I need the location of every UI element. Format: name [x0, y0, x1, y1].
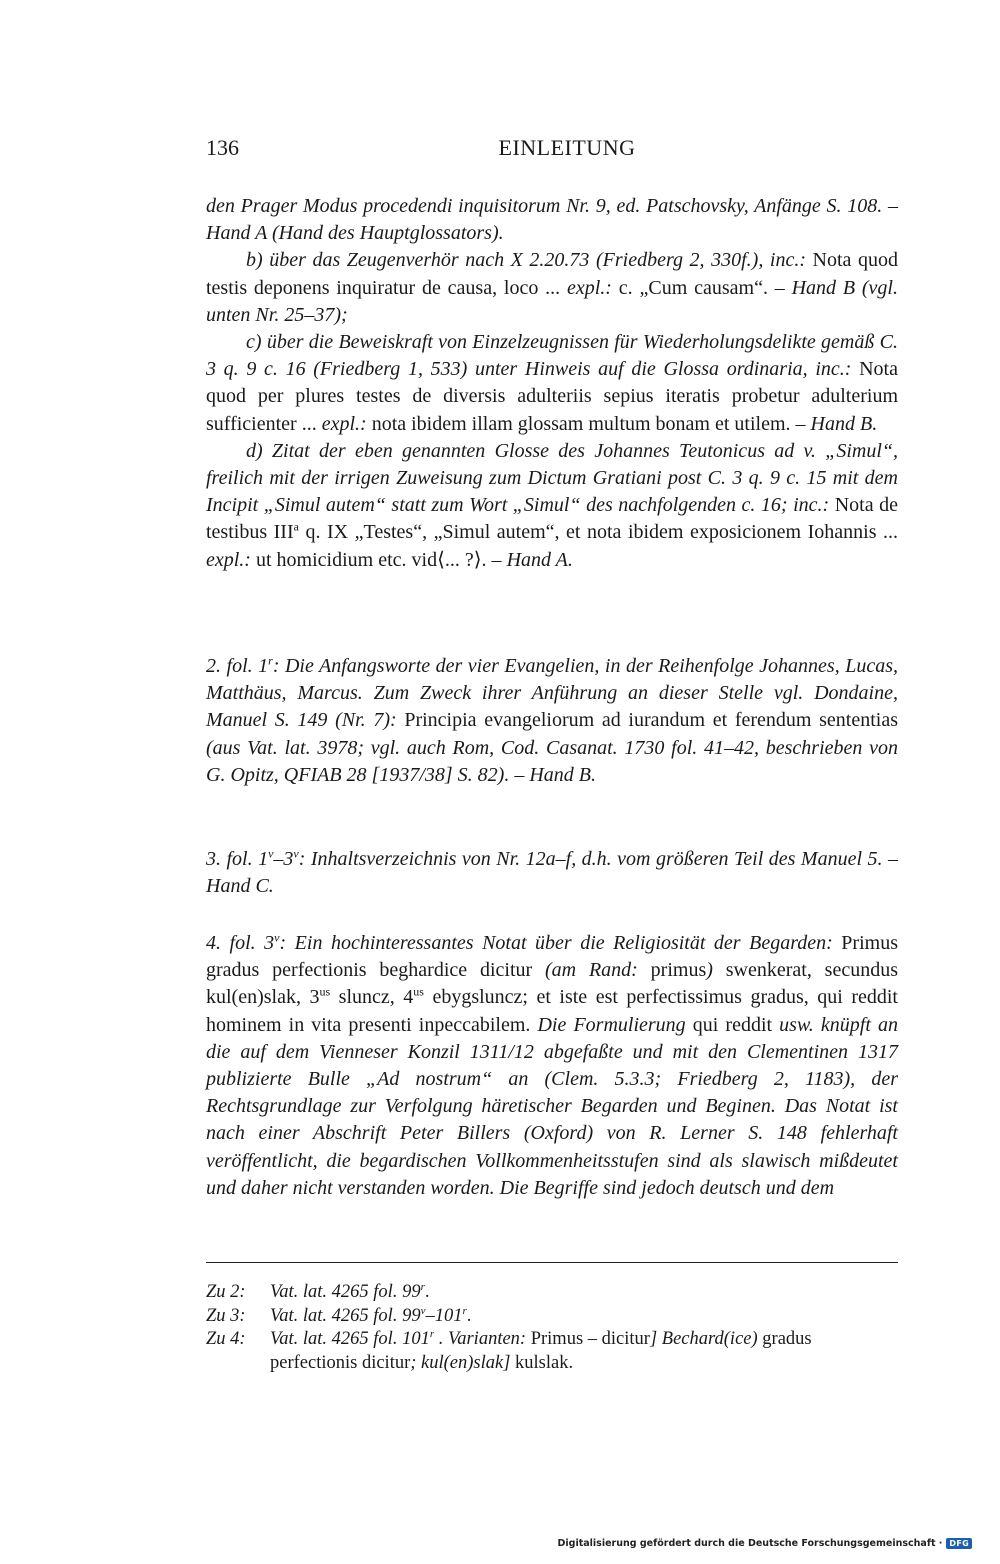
section-3: 3. fol. 1$^v$–3$^v$: Inhaltsverzeichnis von Nr. 12a–f, d.h. vom größeren Teil des Manuel 5. – Hand C. [206, 846, 898, 898]
section-4: 4. fol. 3$^v$: Ein hochinteressantes Notat über die Religiosität der Begarden: Primus gradus perfectionis beghardice dicitur (am Rand: primus) swenkerat, secundus kul(en)slak, $3^{us}$ sluncz, $4^{us}$ ebygsluncz; et iste est perfectissimus gradus, qui reddit hominem in vita presenti inpeccabilem. Die Formulierung qui reddit usw. knüpft an die auf dem Vienneser Konzil 1311/12 abgefaßte und mit den Clementinen 1317 publizierte Bulle „Ad nostrum“ an (Clem. 5.3.3; Friedberg 2, 1183), der Rechtsgrundlage zur Verfolgung häretischer Begarden und Beginen. Das Notat ist nach einer Abschrift Peter Billers (Oxford) von R. Lerner S. 148 fehlerhaft veröffentlicht, die begardischen Vollkommenheitsstufen sind als slawisch mißdeutet und daher nicht verstanden worden. Die Begriffe sind jedoch deutsch und dem [206, 930, 898, 1199]
page-header [206, 135, 898, 165]
credit-text: Digitalisierung gefördert durch die Deutsche Forschungsgemeinschaft · [557, 1538, 943, 1549]
section-2: 2. fol. 1$^r$: Die Anfangsworte der vier Evangelien, in der Reihenfolge Johannes, Lucas, Matthäus, Marcus. Zum Zweck ihrer Anführung an dieser Stelle vgl. Dondaine, Manuel S. 149 (Nr. 7): Principia evangeliorum ad iurandum et ferendum sententias (aus Vat. lat. 3978; vgl. auch Rom, Cod. Casanat. 1730 fol. 41–42, beschrieben von G. Opitz, QFIAB 28 [1937/38] S. 82). – Hand B. [206, 653, 898, 786]
page-number: 136 [206, 135, 239, 160]
paragraph-a-tail: den Prager Modus procedendi inquisitorum Nr. 9, ed. Patschovsky, Anfänge S. 108. – Hand A (Hand des Hauptglossators). [206, 195, 898, 245]
footnote-4: Zu 4: Vat. lat. 4265 fol. 101$^r$ . Varianten: Primus – dicitur] Bechard(ice) gradus perfectionis dicitur; kul(en)slak] kulslak. [206, 1327, 812, 1373]
footnote-3: Zu 3: Vat. lat. 4265 fol. 99$^v$–101$^r$. [206, 1304, 472, 1326]
running-title: EINLEITUNG [498, 135, 636, 160]
paragraph-d: d) Zitat der eben genannten Glosse des Johannes Teutonicus ad v. „Simul“, freilich mit der irrigen Zuweisung zum Dictum Gratiani post C. 3 q. 9 c. 15 mit dem Incipit „Simul autem“ statt zum Wort „Simul“ des nachfolgenden c. 16; inc.: Nota de testibus III$^a$ q. IX „Testes“, „Simul autem“, et nota ibidem exposicionem Iohannis ... expl.: ut homicidium etc. vid⟨... ?⟩. – Hand A. [206, 439, 899, 571]
digitization-credit [558, 1538, 972, 1549]
paragraph-c: c) über die Beweiskraft von Einzelzeugnissen für Wiederholungsdelikte gemäß C. 3 q. 9 c. 16 (Friedberg 1, 533) unter Hinweis auf die Glossa ordinaria, inc.: Nota quod per plures testes de diversis adulteriis sepius iteratis probetur adulterium sufficienter ... expl.: nota ibidem illam glossam multum bonam et utilem. – Hand B. [206, 331, 898, 435]
dfg-logo-icon: DFG [946, 1538, 972, 1549]
footnote-divider [206, 1262, 898, 1263]
paragraph-b: b) über das Zeugenverhör nach X 2.20.73 (Friedberg 2, 330f.), inc.: Nota quod testis deponens inquiratur de causa, loco ... expl.: c. „Cum causam“. – Hand B (vgl. unten Nr. 25–37); [206, 249, 898, 326]
section-1-continuation [206, 193, 898, 574]
footnote-2: Zu 2: Vat. lat. 4265 fol. 99$^r$. [206, 1280, 430, 1302]
footnotes [206, 1281, 898, 1375]
